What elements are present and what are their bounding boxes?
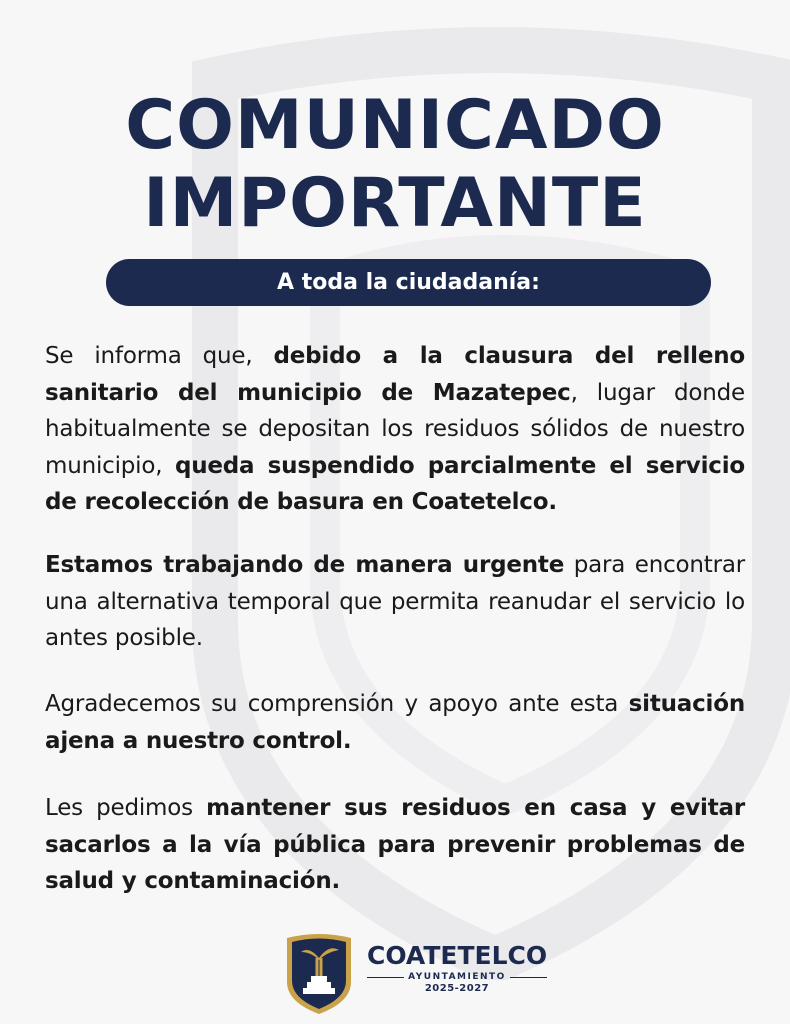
- audience-banner-text: A toda la ciudadanía:: [277, 270, 540, 295]
- divider: [510, 977, 547, 978]
- paragraph-request: [45, 790, 745, 900]
- paragraph-working: [45, 547, 745, 657]
- brand-subtitle-row: [367, 972, 547, 982]
- emphasized-text: Estamos trabajando de manera urgente: [45, 552, 565, 578]
- brand-subtitle: AYUNTAMIENTO: [408, 972, 506, 982]
- body-text: Se informa que,: [45, 343, 274, 369]
- body-text: Agradecemos su comprensión y apoyo ante esta: [45, 691, 629, 717]
- emphasized-text: queda suspendido parcialmente el servicio de recolección de basura en Coatetelco.: [45, 452, 745, 515]
- paragraph-thanks: [45, 686, 745, 759]
- coatetelco-shield-icon: [283, 930, 355, 1016]
- emphasized-text: debido a la clausura del relleno sanitario del municipio de Mazatepec: [45, 343, 745, 406]
- page-title-line2: IMPORTANTE: [143, 164, 647, 243]
- body-text: Les pedimos: [45, 795, 207, 821]
- emphasized-text: mantener sus residuos en casa y evitar sacarlos a la vía pública para prevenir problemas de salud y contaminación.: [45, 795, 745, 894]
- divider: [367, 977, 404, 978]
- brand-years: 2025-2027: [424, 983, 490, 994]
- body-text: para encontrar una alternativa temporal que permita reanudar el servicio lo antes posible.: [45, 552, 745, 651]
- brand-name: COATETELCO: [367, 941, 548, 970]
- paragraph-suspension: [45, 338, 745, 521]
- coatetelco-logo: [283, 930, 553, 1018]
- brand-block: [367, 942, 547, 994]
- page-title-line1: COMUNICADO: [125, 86, 665, 165]
- body-text: , lugar donde habitualmente se depositan los residuos sólidos de nuestro municipio,: [45, 379, 745, 479]
- emphasized-text: situación ajena a nuestro control.: [45, 691, 745, 754]
- audience-banner: [106, 259, 711, 306]
